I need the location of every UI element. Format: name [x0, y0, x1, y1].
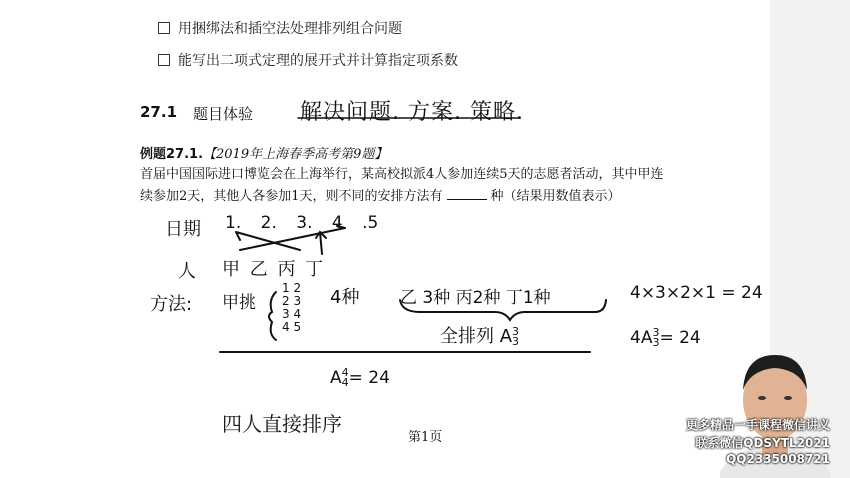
people-list: 甲 乙 丙 丁: [222, 259, 324, 280]
result-equals: = 24: [659, 328, 701, 348]
product-expression: 4×3×2×1 = 24: [630, 283, 763, 303]
example-source: 【2019年上海春季高考第9题】: [203, 147, 388, 162]
subscript: 3: [652, 336, 660, 349]
others-ways: 乙 3种 丙2种 丁1种: [400, 288, 551, 308]
arrow-stroke: [316, 232, 326, 254]
section-title: 题目体验: [193, 105, 254, 123]
pair: 2 3: [282, 294, 302, 308]
person-label: 人: [178, 261, 196, 282]
superscript: 4: [341, 366, 349, 379]
pair: 3 4: [282, 307, 302, 321]
method-label: 方法:: [150, 294, 193, 315]
example-text: 种（结果用数值表示）: [490, 189, 621, 204]
handwritten-note: 解决问题. 方案. 策略.: [300, 100, 524, 125]
watermark-line: QQ2335008721: [726, 452, 830, 466]
brace-stroke: [269, 292, 276, 340]
brace-stroke: [400, 300, 606, 320]
days-list: 1. 2. 3. 4 .5: [225, 213, 379, 233]
watermark-line: 更多精品一手课程微信讲义: [685, 418, 830, 432]
section-number: 27.1: [140, 103, 178, 121]
full-permutation-text: 全排列 A: [440, 326, 513, 347]
pair: 1 2: [282, 281, 302, 295]
superscript: 3: [652, 326, 660, 339]
pair: 4 5: [282, 320, 302, 334]
subscript: 4: [341, 376, 349, 389]
a44-text: A: [330, 368, 342, 388]
direct-sort-note: 四人直接排序: [222, 412, 342, 436]
superscript: 3: [512, 325, 520, 338]
page-number: 第1页: [408, 430, 443, 445]
four-ways: 4种: [330, 287, 360, 308]
jia-label: 甲挑: [222, 293, 256, 313]
example-line-1: 首届中国国际进口博览会在上海举行，某高校拟派4人参加连续5天的志愿者活动，其中甲连: [140, 167, 664, 182]
example-label: 例题27.1.: [140, 147, 204, 162]
example-text: 续参加2天，其他人各参加1天，则不同的安排方法有: [140, 189, 443, 204]
a44-equals: = 24: [348, 368, 390, 388]
date-label: 日期: [165, 219, 201, 240]
checklist-text: 用捆绑法和插空法处理排列组合问题: [178, 21, 402, 37]
subscript: 3: [512, 335, 520, 348]
result-text: 4A: [630, 328, 653, 348]
arrow-stroke: [236, 232, 300, 250]
checklist-text: 能写出二项式定理的展开式并计算指定项系数: [178, 53, 458, 69]
watermark-line: 联系微信QDSYTL2021: [695, 436, 830, 450]
